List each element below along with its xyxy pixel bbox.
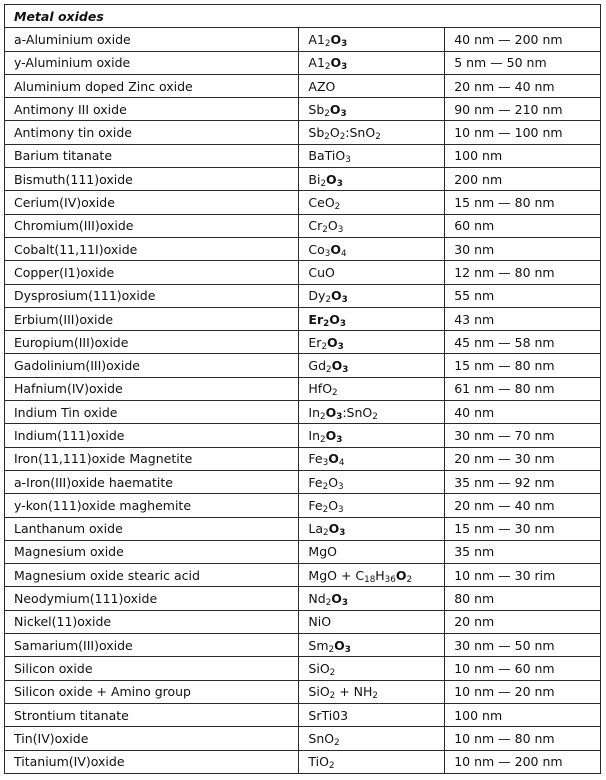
formula-cell [299, 447, 445, 470]
table-row [5, 51, 601, 74]
formula-subscript: 3 [338, 505, 344, 516]
formula-text: CeO [308, 195, 335, 211]
formula-subscript: 2 [329, 668, 336, 679]
oxide-name-cell: Copper(I1)oxide [5, 261, 299, 284]
formula-text: A1 [308, 55, 325, 71]
oxide-name-cell: a-Aluminium oxide [5, 28, 299, 51]
formula-subscript: 3 [345, 155, 351, 166]
formula-cell [299, 657, 445, 680]
table-row [5, 144, 601, 167]
formula-text: Nd [308, 591, 326, 607]
formula-cell [299, 727, 445, 750]
formula-text: Sb [308, 125, 325, 141]
formula-text: BaTiO [308, 148, 346, 164]
formula-text: O [328, 474, 339, 490]
metal-oxides-table [4, 4, 601, 774]
formula-subscript: 2 [323, 318, 330, 329]
particle-size-cell: 60 nm [445, 214, 601, 237]
formula-subscript: 3 [339, 318, 346, 329]
formula-text: SrTi03 [308, 707, 349, 723]
particle-size-cell: 100 nm [445, 144, 601, 167]
formula-cell [299, 121, 445, 144]
particle-size-cell: 5 nm — 50 nm [445, 51, 601, 74]
formula-subscript: 2 [372, 411, 378, 422]
oxide-name-cell: Cerium(IV)oxide [5, 191, 299, 214]
formula-subscript: 4 [341, 248, 347, 259]
formula-text: HfO [308, 381, 333, 397]
particle-size-cell: 80 nm [445, 587, 601, 610]
formula-text: :SnO [345, 125, 376, 141]
formula-text: La [308, 521, 324, 537]
oxide-name-cell: Gadolinium(III)oxide [5, 354, 299, 377]
oxide-name-cell: Antimony tin oxide [5, 121, 299, 144]
particle-size-cell: 55 nm [445, 284, 601, 307]
formula-cell [299, 144, 445, 167]
formula-text: Cr [308, 218, 323, 234]
particle-size-cell: 10 nm — 100 nm [445, 121, 601, 144]
formula-cell [299, 354, 445, 377]
formula-cell [299, 28, 445, 51]
table-row [5, 703, 601, 726]
particle-size-cell: 40 nm [445, 401, 601, 424]
table-row [5, 354, 601, 377]
particle-size-cell: 20 nm — 40 nm [445, 74, 601, 97]
formula-cell [299, 634, 445, 657]
formula-subscript: 2 [328, 761, 335, 772]
formula-text: Er [308, 311, 324, 327]
oxide-name-cell: Lanthanum oxide [5, 517, 299, 540]
table-title: Metal oxides [5, 5, 601, 28]
formula-text: Fe [308, 451, 323, 467]
oxide-name-cell: Tin(IV)oxide [5, 727, 299, 750]
formula-subscript: 2 [321, 341, 328, 352]
formula-cell [299, 587, 445, 610]
formula-subscript: 3 [338, 481, 344, 492]
formula-text: O [325, 404, 337, 420]
formula-text: MgO [308, 544, 337, 560]
formula-text: H [375, 567, 385, 583]
formula-subscript: 2 [325, 598, 332, 609]
formula-text: O [330, 241, 342, 257]
formula-subscript: 2 [406, 574, 413, 585]
formula-cell [299, 564, 445, 587]
oxide-name-cell: y-Aluminium oxide [5, 51, 299, 74]
formula-cell [299, 470, 445, 493]
formula-cell [299, 214, 445, 237]
formula-text: O [330, 55, 342, 71]
oxide-name-cell: a-Iron(III)oxide haematite [5, 470, 299, 493]
oxide-name-cell: Dysprosium(111)oxide [5, 284, 299, 307]
formula-cell [299, 284, 445, 307]
formula-subscript: 2 [324, 62, 331, 73]
oxide-name-cell: Cobalt(11,11I)oxide [5, 237, 299, 260]
formula-subscript: 3 [341, 39, 348, 50]
oxide-name-cell: Magnesium oxide stearic acid [5, 564, 299, 587]
formula-cell [299, 74, 445, 97]
formula-subscript: 2 [328, 644, 335, 655]
oxide-name-cell: Silicon oxide [5, 657, 299, 680]
particle-size-cell: 30 nm — 70 nm [445, 424, 601, 447]
formula-subscript: 2 [329, 691, 336, 702]
formula-subscript: 2 [339, 132, 346, 143]
formula-subscript: 3 [337, 225, 344, 236]
formula-cell [299, 261, 445, 284]
formula-subscript: 3 [342, 365, 349, 376]
formula-cell [299, 331, 445, 354]
particle-size-cell: 100 nm [445, 703, 601, 726]
formula-text: O [395, 567, 407, 583]
formula-subscript: 3 [340, 109, 347, 120]
formula-subscript: 2 [332, 388, 338, 399]
formula-subscript: 3 [339, 528, 346, 539]
oxide-name-cell: Indium(111)oxide [5, 424, 299, 447]
formula-text: O [327, 218, 338, 234]
formula-text: O [334, 637, 345, 653]
formula-subscript: 2 [325, 295, 332, 306]
formula-text: O [329, 311, 340, 327]
formula-text: O [327, 334, 338, 350]
oxide-name-cell: Iron(11,111)oxide Magnetite [5, 447, 299, 470]
formula-subscript: 2 [320, 411, 326, 422]
particle-size-cell: 15 nm — 80 nm [445, 354, 601, 377]
table-body [5, 5, 601, 774]
formula-text: SnO [308, 730, 335, 746]
formula-subscript: 3 [344, 644, 351, 655]
formula-text: SiO [308, 684, 330, 700]
oxide-name-cell: Magnesium oxide [5, 540, 299, 563]
table-row [5, 74, 601, 97]
table-row [5, 191, 601, 214]
formula-subscript: 2 [324, 39, 331, 50]
table-row [5, 28, 601, 51]
title-row [5, 5, 601, 28]
oxide-name-cell: Nickel(11)oxide [5, 610, 299, 633]
formula-cell [299, 424, 445, 447]
formula-cell [299, 377, 445, 400]
formula-text: Gd [308, 358, 327, 374]
table-row [5, 750, 601, 773]
formula-text: NiO [308, 614, 332, 630]
table-row [5, 680, 601, 703]
formula-subscript: 2 [334, 738, 340, 749]
particle-size-cell: 30 nm — 50 nm [445, 634, 601, 657]
table-row [5, 494, 601, 517]
formula-subscript: 2 [334, 202, 341, 213]
table-row [5, 214, 601, 237]
table-row [5, 634, 601, 657]
oxide-name-cell: Aluminium doped Zinc oxide [5, 74, 299, 97]
table-row [5, 447, 601, 470]
particle-size-cell: 90 nm — 210 nm [445, 98, 601, 121]
formula-subscript: 2 [323, 528, 329, 539]
metal-oxides-table-wrapper [4, 4, 601, 774]
formula-text: O [328, 521, 340, 537]
formula-text: O [329, 101, 341, 117]
oxide-name-cell: Indium Tin oxide [5, 401, 299, 424]
formula-text: O [328, 451, 339, 467]
formula-text: O [329, 125, 340, 141]
particle-size-cell: 43 nm [445, 307, 601, 330]
table-row [5, 727, 601, 750]
formula-cell [299, 494, 445, 517]
table-row [5, 121, 601, 144]
formula-subscript: 3 [341, 62, 348, 73]
formula-text: TiO [308, 754, 329, 770]
particle-size-cell: 20 nm — 30 nm [445, 447, 601, 470]
oxide-name-cell: Samarium(III)oxide [5, 634, 299, 657]
formula-subscript: 3 [336, 411, 343, 422]
formula-text: :SnO [342, 404, 373, 420]
table-row [5, 331, 601, 354]
formula-subscript: 2 [322, 481, 329, 492]
formula-text: AZO [308, 78, 336, 94]
formula-cell [299, 51, 445, 74]
formula-text: Fe [308, 474, 323, 490]
formula-cell [299, 610, 445, 633]
particle-size-cell: 10 nm — 80 nm [445, 727, 601, 750]
oxide-name-cell: y-kon(111)oxide maghemite [5, 494, 299, 517]
formula-subscript: 3 [341, 598, 349, 609]
formula-text: In [308, 427, 321, 443]
particle-size-cell: 40 nm — 200 nm [445, 28, 601, 51]
formula-cell [299, 237, 445, 260]
table-row [5, 237, 601, 260]
formula-text: SiO [308, 660, 330, 676]
formula-subscript: 2 [320, 178, 327, 189]
formula-text: MgO + C [308, 567, 365, 583]
particle-size-cell: 200 nm [445, 168, 601, 191]
formula-cell [299, 98, 445, 121]
table-row [5, 168, 601, 191]
table-row [5, 517, 601, 540]
table-row [5, 98, 601, 121]
table-row [5, 564, 601, 587]
particle-size-cell: 10 nm — 200 nm [445, 750, 601, 773]
formula-subscript: 2 [324, 109, 330, 120]
particle-size-cell: 61 nm — 80 nm [445, 377, 601, 400]
oxide-name-cell: Antimony III oxide [5, 98, 299, 121]
table-row [5, 401, 601, 424]
particle-size-cell: 45 nm — 58 nm [445, 331, 601, 354]
particle-size-cell: 15 nm — 30 nm [445, 517, 601, 540]
formula-subscript: 3 [336, 178, 343, 189]
oxide-name-cell: Hafnium(IV)oxide [5, 377, 299, 400]
formula-cell [299, 517, 445, 540]
formula-subscript: 2 [322, 225, 328, 236]
table-row [5, 540, 601, 563]
formula-cell [299, 680, 445, 703]
formula-text: O [330, 31, 342, 47]
formula-subscript: 3 [324, 248, 331, 259]
formula-text: A1 [308, 31, 325, 47]
oxide-name-cell: Neodymium(111)oxide [5, 587, 299, 610]
formula-subscript: 3 [337, 341, 344, 352]
formula-text: Er [308, 334, 322, 350]
particle-size-cell: 20 nm — 40 nm [445, 494, 601, 517]
formula-text: O [328, 497, 339, 513]
formula-subscript: 2 [375, 132, 381, 143]
formula-subscript: 36 [384, 574, 396, 585]
formula-text: + NH [335, 684, 373, 700]
table-row [5, 470, 601, 493]
table-row [5, 424, 601, 447]
formula-subscript: 3 [336, 435, 343, 446]
formula-subscript: 3 [341, 295, 348, 306]
formula-cell [299, 540, 445, 563]
table-row [5, 657, 601, 680]
table-row [5, 284, 601, 307]
table-row [5, 261, 601, 284]
formula-subscript: 4 [338, 458, 345, 469]
formula-subscript: 18 [364, 574, 376, 585]
formula-subscript: 2 [320, 435, 326, 446]
formula-text: O [326, 171, 337, 187]
oxide-name-cell: Titanium(IV)oxide [5, 750, 299, 773]
oxide-name-cell: Strontium titanate [5, 703, 299, 726]
oxide-name-cell: Barium titanate [5, 144, 299, 167]
formula-subscript: 2 [372, 691, 378, 702]
particle-size-cell: 10 nm — 60 nm [445, 657, 601, 680]
formula-cell [299, 191, 445, 214]
oxide-name-cell: Erbium(III)oxide [5, 307, 299, 330]
formula-cell [299, 703, 445, 726]
particle-size-cell: 10 nm — 30 rim [445, 564, 601, 587]
formula-text: Bi [308, 171, 321, 187]
formula-cell [299, 307, 445, 330]
formula-text: O [331, 358, 343, 374]
formula-text: Fe [308, 497, 323, 513]
formula-subscript: 2 [326, 365, 332, 376]
formula-subscript: 2 [324, 132, 330, 143]
formula-cell [299, 168, 445, 191]
formula-subscript: 2 [322, 505, 329, 516]
table-row [5, 307, 601, 330]
formula-cell [299, 401, 445, 424]
formula-text: O [331, 591, 342, 607]
oxide-name-cell: Chromium(III)oxide [5, 214, 299, 237]
formula-subscript: 3 [322, 458, 329, 469]
formula-text: O [331, 288, 342, 304]
formula-text: Sb [308, 101, 325, 117]
particle-size-cell: 35 nm [445, 540, 601, 563]
table-row [5, 610, 601, 633]
oxide-name-cell: Bismuth(111)oxide [5, 168, 299, 191]
particle-size-cell: 10 nm — 20 nm [445, 680, 601, 703]
formula-cell [299, 750, 445, 773]
formula-text: O [325, 427, 337, 443]
formula-text: Dy [308, 288, 326, 304]
particle-size-cell: 20 nm [445, 610, 601, 633]
table-row [5, 587, 601, 610]
formula-text: Sm [308, 637, 329, 653]
oxide-name-cell: Silicon oxide + Amino group [5, 680, 299, 703]
table-row [5, 377, 601, 400]
formula-text: In [308, 404, 321, 420]
oxide-name-cell: Europium(III)oxide [5, 331, 299, 354]
formula-text: Co [308, 241, 325, 257]
particle-size-cell: 15 nm — 80 nm [445, 191, 601, 214]
particle-size-cell: 12 nm — 80 nm [445, 261, 601, 284]
formula-text: CuO [308, 264, 335, 280]
particle-size-cell: 30 nm [445, 237, 601, 260]
particle-size-cell: 35 nm — 92 nm [445, 470, 601, 493]
